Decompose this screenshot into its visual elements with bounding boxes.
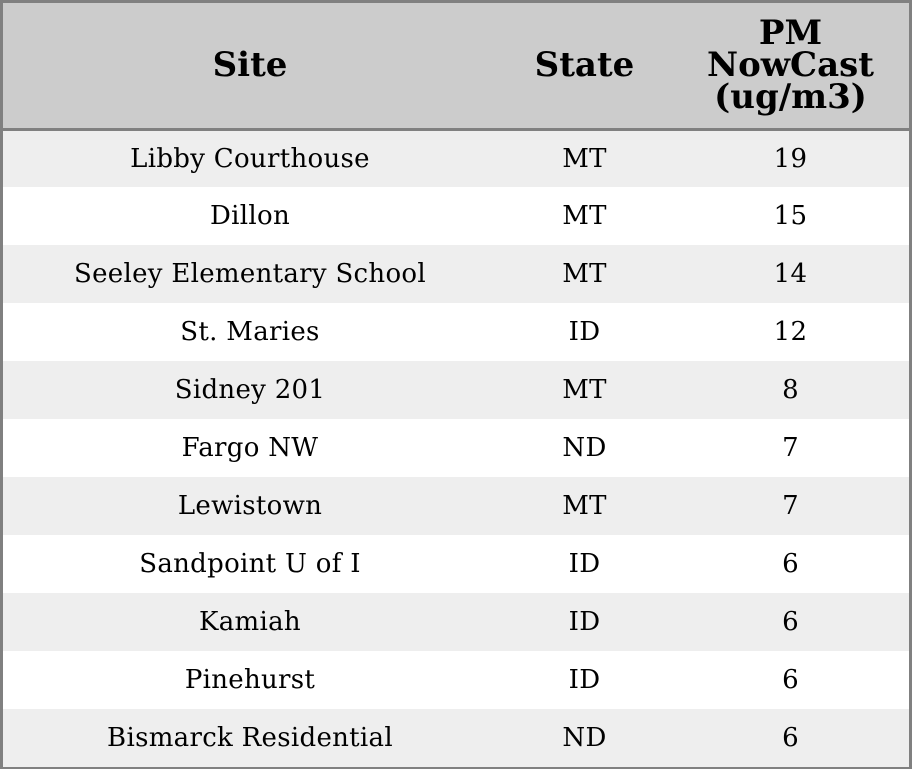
site-cell: Dillon: [210, 201, 290, 231]
pm-nowcast-cell: 19: [773, 143, 808, 174]
state-cell: MT: [562, 259, 607, 289]
state-cell: ND: [562, 433, 607, 463]
column-header-site-label: Site: [212, 45, 288, 86]
state-cell: ID: [568, 317, 601, 347]
pm-nowcast-cell: 7: [782, 491, 799, 521]
pm-nowcast-cell: 6: [782, 549, 799, 579]
column-header-site: [3, 3, 497, 129]
column-header-pm: [672, 3, 909, 129]
table-row: [3, 129, 909, 187]
column-header-pm-line1: PM: [758, 13, 823, 54]
pm-nowcast-cell: 8: [782, 375, 799, 405]
table-row: [3, 245, 909, 303]
state-cell: ID: [568, 607, 601, 637]
column-header-pm-line3: (ug/m3): [714, 77, 867, 118]
site-cell: Pinehurst: [184, 665, 316, 695]
table-row: [3, 419, 909, 477]
table-row: [3, 709, 909, 767]
state-cell: ND: [562, 723, 607, 753]
site-cell: Bismarck Residential: [107, 723, 393, 753]
site-cell: St. Maries: [180, 317, 320, 347]
pm-nowcast-cell: 15: [773, 201, 808, 231]
table-row: [3, 535, 909, 593]
column-header-state: [497, 3, 672, 129]
state-cell: ID: [568, 665, 601, 695]
table-row: [3, 187, 909, 245]
column-header-state-label: State: [534, 45, 635, 86]
table-row: [3, 651, 909, 709]
pm-nowcast-cell: 14: [773, 259, 808, 289]
table-row: [3, 303, 909, 361]
site-cell: Lewistown: [177, 491, 323, 521]
column-header-pm-line2: NowCast: [707, 45, 874, 86]
state-cell: ID: [568, 549, 601, 579]
table-row: [3, 477, 909, 535]
state-cell: MT: [562, 201, 607, 231]
site-cell: Sandpoint U of I: [139, 549, 361, 579]
site-cell: Libby Courthouse: [130, 143, 370, 174]
site-cell: Fargo NW: [181, 433, 319, 463]
state-cell: MT: [562, 143, 607, 174]
state-cell: MT: [562, 491, 607, 521]
pm-nowcast-cell: 7: [782, 433, 799, 463]
pm-nowcast-cell: 6: [782, 665, 799, 695]
site-cell: Seeley Elementary School: [74, 259, 426, 289]
pm-nowcast-cell: 6: [782, 607, 799, 637]
site-cell: Kamiah: [199, 607, 301, 637]
pm-nowcast-cell: 12: [773, 317, 808, 347]
table-row: [3, 361, 909, 419]
pm-nowcast-cell: 6: [782, 723, 799, 753]
table-body: [3, 129, 909, 767]
header-row: [3, 3, 909, 129]
table-row: [3, 593, 909, 651]
table-header: [3, 3, 909, 129]
state-cell: MT: [562, 375, 607, 405]
site-cell: Sidney 201: [174, 375, 326, 405]
pm-nowcast-table: [3, 3, 909, 767]
